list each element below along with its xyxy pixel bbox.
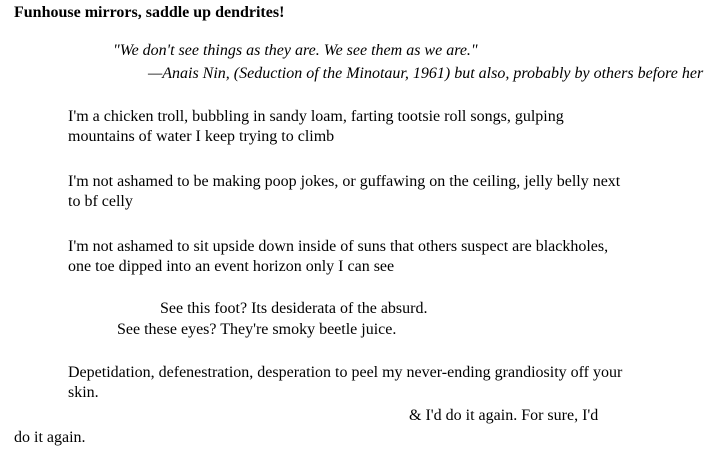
final-stanza: Depetidation, defenestration, desperation to peel my never-ending grandiosity off your skin.	[68, 364, 623, 401]
closing-line-2: do it again.	[14, 429, 86, 446]
poem-title: Funhouse mirrors, saddle up dendrites!	[14, 4, 285, 21]
indented-line-1: See this foot? Its desiderata of the absurd.	[160, 300, 428, 317]
epigraph-quote: "We don't see things as they are. We see them as we are."	[113, 42, 478, 59]
stanza-2: I'm not ashamed to be making poop jokes, or guffawing on the ceiling, jelly belly next to bf celly	[68, 173, 621, 210]
epigraph-attribution: —Anais Nin, (Seduction of the Minotaur, 1961) but also, probably by others before her	[148, 65, 704, 82]
closing-line-1: & I'd do it again. For sure, I'd	[409, 407, 599, 424]
stanza-3: I'm not ashamed to sit upside down inside of suns that others suspect are blackholes, one toe dipped into an event horizon only I can see	[68, 238, 609, 275]
indented-line-2: See these eyes? They're smoky beetle juice.	[117, 321, 397, 338]
stanza-1: I'm a chicken troll, bubbling in sandy loam, farting tootsie roll songs, gulping mountains of water I keep trying to climb	[68, 108, 564, 145]
